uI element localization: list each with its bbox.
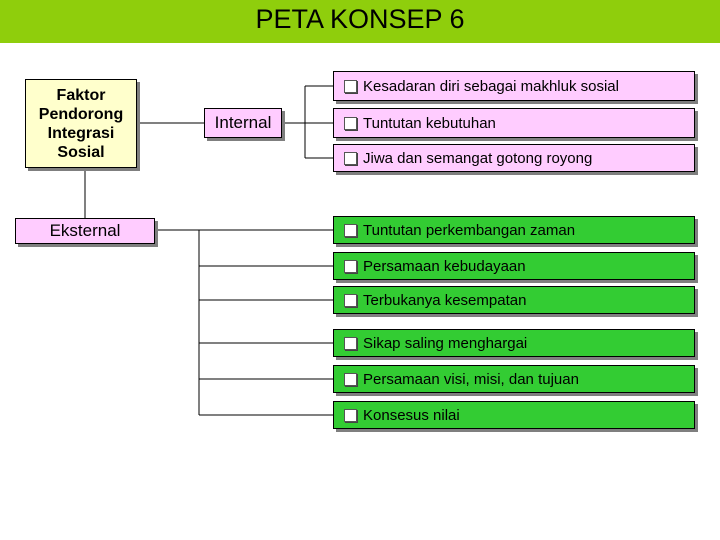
checkbox-bullet-icon: [344, 117, 357, 130]
external-item: [333, 365, 695, 393]
checkbox-bullet-icon: [344, 409, 357, 422]
checkbox-bullet-icon: [344, 260, 357, 273]
internal-item: [333, 108, 695, 138]
checkbox-bullet-icon: [344, 80, 357, 93]
checkbox-bullet-icon: [344, 294, 357, 307]
external-node-label: Eksternal: [49, 221, 121, 240]
external-item-label: Terbukanya kesempatan: [363, 291, 527, 309]
internal-item-label: Kesadaran diri sebagai makhluk sosial: [363, 77, 619, 95]
internal-node-label: Internal: [214, 113, 272, 132]
external-item-label: Tuntutan perkembangan zaman: [363, 221, 576, 239]
external-item: [333, 252, 695, 280]
external-item-label: Sikap saling menghargai: [363, 334, 528, 352]
main-node-label: Faktor Pendorong Integrasi Sosial: [38, 86, 124, 161]
external-item: [333, 329, 695, 357]
internal-item-label: Jiwa dan semangat gotong royong: [363, 149, 593, 167]
external-item-label: Konsesus nilai: [363, 406, 460, 424]
internal-item: [333, 71, 695, 101]
external-item: [333, 286, 695, 314]
internal-item-label: Tuntutan kebutuhan: [363, 114, 496, 132]
external-node: [15, 218, 155, 244]
checkbox-bullet-icon: [344, 224, 357, 237]
page-title: PETA KONSEP 6: [255, 4, 465, 34]
external-item-label: Persamaan kebudayaan: [363, 257, 526, 275]
checkbox-bullet-icon: [344, 373, 357, 386]
checkbox-bullet-icon: [344, 152, 357, 165]
main-node: [25, 79, 137, 168]
internal-node: [204, 108, 282, 138]
external-item: [333, 216, 695, 244]
checkbox-bullet-icon: [344, 337, 357, 350]
external-item-label: Persamaan visi, misi, dan tujuan: [363, 370, 579, 388]
external-item: [333, 401, 695, 429]
internal-item: [333, 144, 695, 172]
